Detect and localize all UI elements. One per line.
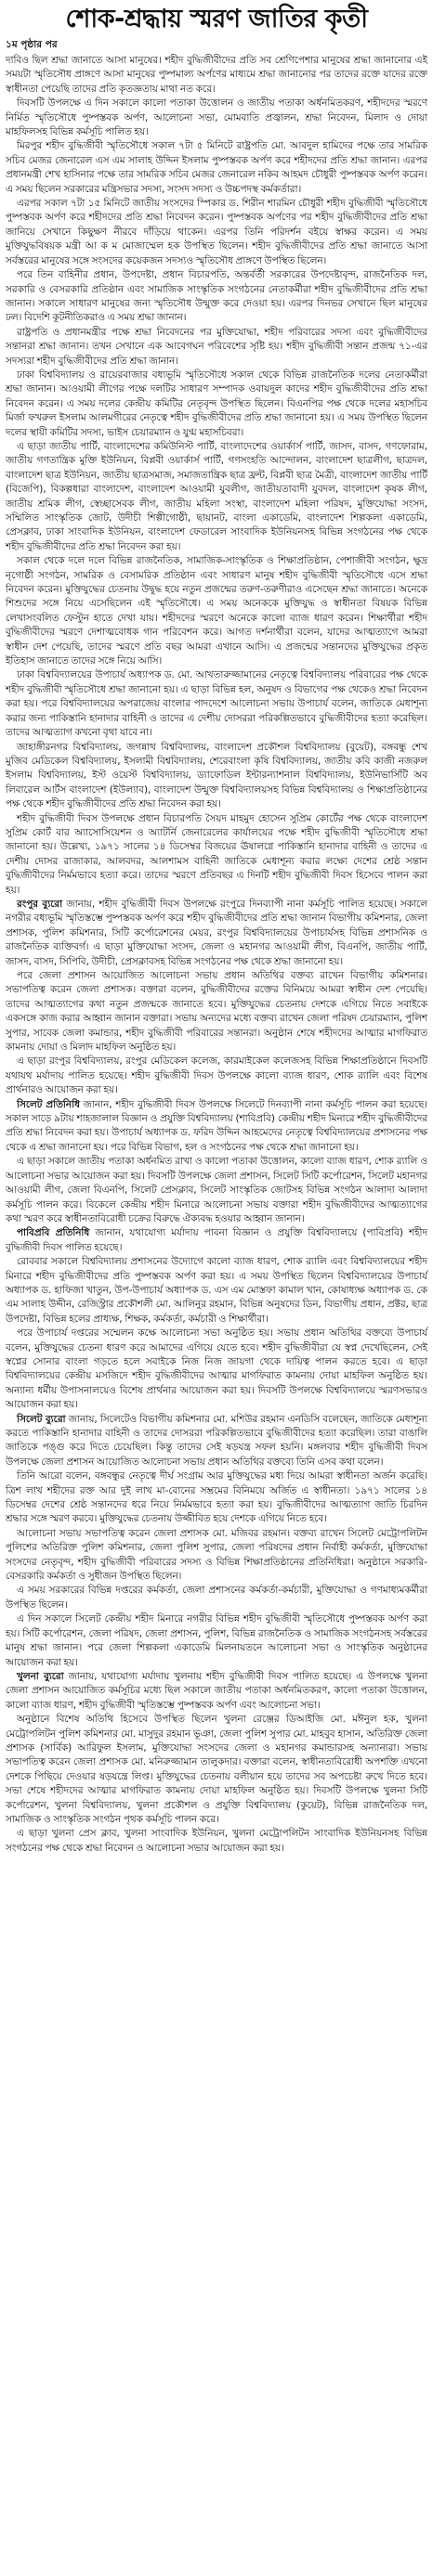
dateline: পাবিপ্রবি প্রতিনিধি [17,1227,90,1239]
article-paragraph [6,1155,427,1226]
article-paragraph [6,1469,427,1527]
article-paragraph [6,1413,427,1470]
article-paragraph [6,1327,427,1412]
article-paragraph [6,812,427,898]
article-paragraph [6,898,427,969]
paragraph-text: পরে তিন বাহিনীর প্রধান, উপদেষ্টা, প্রধান বিচারপতি, অন্তর্বর্তী সরকারের উপদেষ্টাবৃন্দ, রাজনৈতিক দল, সরকারি ও বেসরকারি প্রতিষ্ঠান এবং সামাজিক সাংস্কৃতিক সংগঠনের নেতাকর্মীরা শহীদ বুদ্ধিজীবীদের প্রতি শ্রদ্ধা জানান। সকালে সাধারণ মানুষের জন্য স্মৃতিসৌধ উন্মুক্ত করে দেওয়া হয়। এরপর দিনভর সেখানে ছিল মানুষের ঢল। বিদেশি কূটনীতিকরাও এ সময় শ্রদ্ধা জানান। [6,269,427,324]
article-paragraph [6,139,427,197]
article-paragraph [6,554,427,668]
article-paragraph [6,1226,427,1255]
paragraph-text: আলোচনা সভায় সভাপতিত্ব করেন জেলা প্রশাসক মো. মজিবর রহমান। বক্তব্য রাখেন সিলেট মেট্রোপলিটন পুলিশের অতিরিক্ত পুলিশ কমিশনার, জেলা পুলিশ সুপার, জেলা পরিষদের প্রধান নির্বাহী কর্মকর্তা, মুক্তিযোদ্ধা সংসদের নেতৃবৃন্দ, শহীদ বুদ্ধিজীবী পরিবারের সদস্য ও বিভিন্ন শিক্ষাপ্রতিষ্ঠানের প্রতিনিধিরা। অনুষ্ঠানে সরকারি-বেসরকারি কর্মকর্তা ও সুধীজন উপস্থিত ছিলেন। [6,1527,427,1583]
article-paragraph [6,1255,427,1327]
paragraph-text: ঢাকা বিশ্ববিদ্যালয়ের উপাচার্য অধ্যাপক ড. মো. আখতারুজ্জামানের নেতৃত্বে বিশ্ববিদ্যালয় পরিবারের পক্ষ থেকে শহীদ বুদ্ধিজীবী স্মৃতিসৌধে শ্রদ্ধা জানানো হয়। এ ছাড়া বিভিন্ন হল, অনুষদ ও বিভাগের পক্ষ থেকেও শ্রদ্ধা নিবেদন করা হয়। পরে বিশ্ববিদ্যালয়ের অপরাজেয় বাংলার পাদদেশে আলোচনা সভায় উপাচার্য বলেন, জাতিকে মেধাশূন্য করার জন্য পাকিস্তানি হানাদার বাহিনী ও তাদের এ দেশীয় দোসররা পরিকল্পিতভাবে বুদ্ধিজীবীদের হত্যা করেছিল। তাদের আত্মত্যাগ কখনো বৃথা যাবে না। [6,669,427,739]
paragraph-text: এ ছাড়া খুলনা প্রেস ক্লাব, খুলনা সাংবাদিক ইউনিয়ন, খুলনা মেট্রোপলিটন সাংবাদিক ইউনিয়নসহ বিভিন্ন সংগঠনের পক্ষ থেকে শ্রদ্ধা নিবেদন ও আলোচনা সভার আয়োজন করা হয়। [6,1828,427,1854]
paragraph-text: জানান, শহীদ বুদ্ধিজীবী দিবস উপলক্ষে সিলেটে দিনব্যাপী নানা কর্মসূচি পালন করা হয়েছে। সকাল সাড়ে ৯টায় শাহজালাল বিজ্ঞান ও প্রযুক্তি বিশ্ববিদ্যালয় (শাবিপ্রবি) কেন্দ্রীয় শহীদ মিনারে শহীদ বুদ্ধিজীবীদের প্রতি শ্রদ্ধা নিবেদন করা হয়। উপাচার্য অধ্যাপক ড. ফরিদ উদ্দিন আহমেদের নেতৃত্বে বিশ্ববিদ্যালয়ের প্রশাসনের পক্ষ থেকে এ শ্রদ্ধা জানানো হয়। পরে বিভিন্ন বিভাগ, হল ও সংগঠনের পক্ষ থেকে শ্রদ্ধা জানানো হয়। [6,1098,427,1153]
paragraph-text: এরপর সকাল ৭টা ১৫ মিনিটে জাতীয় সংসদের স্পিকার ড. শিরীন শারমিন চৌধুরী শহীদ বুদ্ধিজীবী স্মৃতিসৌধে পুষ্পস্তবক অর্পণ করে শহীদদের প্রতি শ্রদ্ধা নিবেদন করেন। পুষ্পস্তবক অর্পণের পর শহীদ বুদ্ধিজীবীদের প্রতি শ্রদ্ধা জানিয়ে সেখানে কিছুক্ষণ নীরবে দাঁড়িয়ে থাকেন। এরপর তিনি পরিদর্শন বইয়ে স্বাক্ষর করেন। এ সময় মুক্তিযুদ্ধবিষয়ক মন্ত্রী আ ক ম মোজাম্মেল হক উপস্থিত ছিলেন। শহীদ বুদ্ধিজীবীদের প্রতি শ্রদ্ধা জানাতে আসা সর্বস্তরের মানুষের সঙ্গে সংসদের কয়েকজন সদস্যও স্মৃতিসৌধ প্রাঙ্গণে উপস্থিত ছিলেন। [6,198,427,266]
article-paragraph [6,741,427,812]
paragraph-text: পরে উপাচার্য দপ্তরের সম্মেলন কক্ষে আলোচনা সভা অনুষ্ঠিত হয়। সভায় প্রধান অতিথির বক্তব্যে উপাচার্য বলেন, মুক্তিযুদ্ধের চেতনা ধারণ করে আমাদের এগিয়ে যেতে হবে। শহীদ বুদ্ধিজীবীরা যে স্বপ্ন দেখেছিলেন, সেই স্বপ্নের সোনার বাংলা গড়তে হলে সবাইকে নিজ নিজ জায়গা থেকে দায়িত্ব পালন করতে হবে। এ ছাড়া বিশ্ববিদ্যালয়ের কেন্দ্রীয় মসজিদে শহীদ বুদ্ধিজীবীদের আত্মার মাগফিরাত কামনায় দোয়া মাহফিল অনুষ্ঠিত হয়। অন্যান্য ধর্মীয় উপাসনালয়েও বিশেষ প্রার্থনার আয়োজন করা হয়। দিবসটি উপলক্ষে বিশ্ববিদ্যালয়ে স্মরণসভারও আয়োজন করা হয়। [6,1327,427,1411]
article-paragraph [6,54,427,97]
dateline: সিলেট ব্যুরো [17,1413,66,1425]
paragraph-text: রাষ্ট্রপতি ও প্রধানমন্ত্রীর পক্ষে শ্রদ্ধা নিবেদনের পর মুক্তিযোদ্ধা, শহীদ পরিবারের সদস্য এবং বুদ্ধিজীবীদের সন্তানরা শ্রদ্ধা জানান। তখন সেখানে এক আবেগঘন পরিবেশের সৃষ্টি হয়। শহীদ বুদ্ধিজীবী সন্তান প্রজন্ম ৭১-এর সদস্যরা শহীদ বুদ্ধিজীবীদের প্রতি শ্রদ্ধা জানান। [6,326,427,367]
article-paragraph [6,1527,427,1585]
article-paragraph [6,197,427,268]
headline: শোক-শ্রদ্ধায় স্মরণ জাতির কৃতী [65,5,368,33]
article-paragraph [6,1055,427,1097]
article-paragraph [6,1670,427,1713]
article-paragraph [6,1827,427,1856]
article-paragraph [6,1713,427,1827]
paragraph-text: জাহাঙ্গীরনগর বিশ্ববিদ্যালয়, জগন্নাথ বিশ্ববিদ্যালয়, বাংলাদেশ প্রকৌশল বিশ্ববিদ্যালয় (বুয়েট), বঙ্গবন্ধু শেখ মুজিব মেডিকেল বিশ্ববিদ্যালয়, ইসলামী বিশ্ববিদ্যালয়, শেরেবাংলা কৃষি বিশ্ববিদ্যালয়, জাতীয় কবি কাজী নজরুল ইসলাম বিশ্ববিদ্যালয়, ইস্ট ওয়েস্ট বিশ্ববিদ্যালয়, ড্যাফোডিল ইন্টারন্যাশনাল বিশ্ববিদ্যালয়, ইউনিভার্সিটি অব লিবারেল আর্টস বাংলাদেশ (ইউল্যাব), বাংলাদেশ উন্মুক্ত বিশ্ববিদ্যালয়সহ বিভিন্ন বিশ্ববিদ্যালয় ও শিক্ষাপ্রতিষ্ঠানের পক্ষ থেকে শহীদ বুদ্ধিজীবীদের প্রতি শ্রদ্ধা নিবেদন করা হয়। [6,741,427,810]
article-body [6,54,427,1856]
paragraph-text: দিবসটি উপলক্ষে এ দিন সকালে কালো পতাকা উত্তোলন ও জাতীয় পতাকা অর্ধনমিতকরণ, শহীদদের স্মরণে নির্মিত স্মৃতিসৌধে পুষ্পস্তবক অর্পণ, আলোচনা সভা, মোমবাতি প্রজ্বালন, শ্রদ্ধা নিবেদন, মিলাদ ও দোয়া মাহফিলসহ বিভিন্ন কর্মসূচি পালিত হয়। [6,97,427,138]
paragraph-text: জানান, যথাযোগ্য মর্যাদায় পাবনা বিজ্ঞান ও প্রযুক্তি বিশ্ববিদ্যালয়ে (পাবিপ্রবি) শহীদ বুদ্ধিজীবী দিবস পালিত হয়েছে। [6,1227,427,1253]
article-paragraph [6,326,427,369]
article-paragraph [6,1584,427,1612]
article-paragraph [6,268,427,326]
paragraph-text: জানায়, শহীদ বুদ্ধিজীবী দিবস উপলক্ষে রংপুরে দিনব্যাপী নানা কর্মসূচি পালিত হয়েছে। সকালে নগরীর বধ্যভূমি স্মৃতিস্তম্ভে পুষ্পস্তবক অর্পণ করে শহীদ বুদ্ধিজীবীদের প্রতি শ্রদ্ধা জানান বিভাগীয় কমিশনার, জেলা প্রশাসক, পুলিশ কমিশনার, সিটি কর্পোরেশনের মেয়র, রংপুর বিশ্ববিদ্যালয়ের উপাচার্যসহ বিভিন্ন প্রশাসনিক ও রাজনৈতিক ব্যক্তিবর্গ। এ ছাড়া মুক্তিযোদ্ধা সংসদ, জেলা ও মহানগর আওয়ামী লীগ, বিএনপি, জাতীয় পার্টি, জাসদ, বাসদ, সিপিবি, উদীচী, প্রেসক্লাবসহ বিভিন্ন সংগঠনের পক্ষ থেকে শ্রদ্ধা জানানো হয়। [6,898,427,967]
paragraph-text: জানায়, যথাযোগ্য মর্যাদায় খুলনায় শহীদ বুদ্ধিজীবী দিবস পালিত হয়েছে। এ উপলক্ষে খুলনা জেলা প্রশাসন আয়োজিত কর্মসূচির মধ্যে ছিল সকালে জাতীয় পতাকা অর্ধনমিতকরণ, কালো পতাকা উত্তোলন, কালো ব্যাজ ধারণ, শহীদ বুদ্ধিজীবী স্মৃতিস্তম্ভে পুষ্পস্তবক অর্পণ এবং আলোচনা সভা। [6,1670,427,1711]
paragraph-text: এ সময় সরকারের বিভিন্ন দপ্তরের কর্মকর্তা, জেলা প্রশাসনের কর্মকর্তা-কর্মচারী, মুক্তিযোদ্ধা ও গণমাধ্যমকর্মীরা উপস্থিত ছিলেন। [6,1585,427,1611]
paragraph-text: ঢাকা বিশ্ববিদ্যালয় ও রায়েরবাজার বধ্যভূমি স্মৃতিসৌধে সকাল থেকে বিভিন্ন রাজনৈতিক দলের নেতাকর্মীরা শ্রদ্ধা জানান। আওয়ামী লীগের পক্ষে দলটির সাধারণ সম্পাদক ওবায়দুল কাদের শহীদ বুদ্ধিজীবীদের প্রতি শ্রদ্ধা নিবেদন করেন। এ সময় দলের কেন্দ্রীয় কমিটির নেতৃবৃন্দ উপস্থিত ছিলেন। বিএনপির পক্ষ থেকে দলের মহাসচিব মির্জা ফখরুল ইসলাম আলমগীরের নেতৃত্বে শহীদ বুদ্ধিজীবীদের প্রতি শ্রদ্ধা জানানো হয়। এ সময় উপস্থিত ছিলেন দলের স্থায়ী কমিটির সদস্য, ভাইস চেয়ারম্যান ও যুগ্ম মহাসচিবরা। [6,369,427,438]
paragraph-text: শহীদ বুদ্ধিজীবী দিবস উপলক্ষে প্রধান বিচারপতি সৈয়দ মাহমুদ হোসেন সুপ্রিম কোর্টের পক্ষ থেকে বাংলাদেশ সুপ্রিম কোর্ট বার অ্যাসোসিয়েশন ও অ্যাটর্নি জেনারেলের কার্যালয়ের পক্ষে শহীদ বুদ্ধিজীবী স্মৃতিসৌধে শ্রদ্ধা জানানো হয়। উল্লেখ্য, ১৯৭১ সালের ১৪ ডিসেম্বর বিজয়ের ঊষালগ্নে পাকিস্তানি হানাদার বাহিনী ও তাদের এ দেশীয় দোসর রাজাকার, আলবদর, আলশামস বাহিনী জাতিকে মেধাশূন্য করার লক্ষ্যে দেশের শ্রেষ্ঠ সন্তান বুদ্ধিজীবীদের নির্মমভাবে হত্যা করে। তাদের স্মরণে প্রতিবছর এ দিনটি শহীদ বুদ্ধিজীবী দিবস হিসেবে পালন করা হয়। [6,812,427,896]
article-paragraph [6,1612,427,1670]
paragraph-text: মিরপুর শহীদ বুদ্ধিজীবী স্মৃতিসৌধে সকাল ৭টা ৫ মিনিটে রাষ্ট্রপতি মো. আবদুল হামিদের পক্ষে তার সামরিক সচিব মেজর জেনারেল এস এম সালাহ উদ্দিন ইসলাম পুষ্পস্তবক অর্পণ করে শহীদদের প্রতি শ্রদ্ধা জানান। এরপর প্রধানমন্ত্রী শেখ হাসিনার পক্ষে তার সামরিক সচিব মেজর জেনারেল নকিব আহমদ চৌধুরী পুষ্পস্তবক অর্পণ করেন। এ সময় ছিলেন সরকারের মন্ত্রিসভার সদস্য, সংসদ সদস্য ও উচ্চপদস্থ কর্মকর্তারা। [6,140,427,195]
paragraph-text: সকাল থেকে দলে দলে বিভিন্ন রাজনৈতিক, সামাজিক-সাংস্কৃতিক ও শিক্ষাপ্রতিষ্ঠান, পেশাজীবী সংগঠন, ক্ষুদ্র নৃগোষ্ঠী সংগঠন, সামরিক ও বেসামরিক প্রতিষ্ঠান এবং সাধারণ মানুষ শহীদ বুদ্ধিজীবী স্মৃতিসৌধে এসে শ্রদ্ধা নিবেদন করেন। মুক্তিযুদ্ধের চেতনায় উদ্বুদ্ধ হয়ে নতুন প্রজন্মের তরুণ-তরুণীরাও এসেছেন শ্রদ্ধা জানাতে। অনেকে শিশুদের সঙ্গে নিয়ে এসেছিলেন এই স্মৃতিসৌধে। এ সময় অনেককে মুক্তিযুদ্ধ ও স্বাধীনতা বিষয়ক বিভিন্ন লেখাসংবলিত ফেস্টুন হাতে দেখা যায়। শহীদদের স্মরণে অনেকে কালো ব্যাজ ধারণ করেন। শিক্ষার্থীরা শহীদ বুদ্ধিজীবীদের স্মরণে দেশাত্মবোধক গান পরিবেশন করে। আগত দর্শনার্থীরা বলেন, যাদের আত্মত্যাগে আমরা স্বাধীন দেশ পেয়েছি, তাদের স্মরণে প্রতি বছর আমরা এখানে আসি। এ প্রজন্মের সন্তানদের মুক্তিযুদ্ধের প্রকৃত ইতিহাস জানাতে তাদের সঙ্গে নিয়ে আসি। [6,555,427,667]
article-paragraph [6,969,427,1055]
dateline: সিলেট প্রতিনিধি [17,1098,80,1110]
paragraph-text: এ দিন সকালে সিলেট কেন্দ্রীয় শহীদ মিনারে নগরীর বিভিন্ন শহীদ বুদ্ধিজীবী স্মৃতিসৌধে পুষ্পস্তবক অর্পণ করা হয়। সিটি কর্পোরেশন, জেলা পরিষদ, জেলা প্রশাসন, পুলিশ, বিভিন্ন রাজনৈতিক ও সামাজিক সংগঠনসহ সর্বস্তরের মানুষ শ্রদ্ধা জানান। পরে জেলা শিল্পকলা একাডেমি মিলনায়তনে আলোচনা সভা ও সাংস্কৃতিক অনুষ্ঠানের আয়োজন করা হয়। [6,1613,427,1668]
article-paragraph [6,668,427,740]
paragraph-text: তিনি আরো বলেন, বঙ্গবন্ধুর নেতৃত্বে দীর্ঘ সংগ্রাম আর মুক্তিযুদ্ধের মধ্য দিয়ে আমরা স্বাধীনতা অর্জন করেছি। ত্রিশ লাখ শহীদের রক্ত আর দুই লাখ মা-বোনের সম্ভ্রমের বিনিময়ে অর্জিত এ স্বাধীনতা। ১৯৭১ সালের ১৪ ডিসেম্বর দেশের শ্রেষ্ঠ সন্তানদের ধরে নিয়ে নির্মমভাবে হত্যা করা হয়। বুদ্ধিজীবীদের আত্মত্যাগ জাতি চিরদিন শ্রদ্ধার সঙ্গে স্মরণ করবে। মুক্তিযুদ্ধের চেতনায় উজ্জীবিত হয়ে দেশকে এগিয়ে নিতে হবে। [6,1470,427,1525]
article-paragraph [6,97,427,139]
continuation-note: ১ম পৃষ্ঠার পর [6,39,58,50]
paragraph-text: অনুষ্ঠানে বিশেষ অতিথি হিসেবে উপস্থিত ছিলেন খুলনা রেঞ্জের ডিআইজি মো. মঈনুল হক, খুলনা মেট্রোপলিটন পুলিশ কমিশনার মো. মাসুদুর রহমান ভূঞা, জেলা পুলিশ সুপার মো. মাহবুব হাসান, অতিরিক্ত জেলা প্রশাসক (সার্বিক) আরিফুল ইসলাম, মুক্তিযোদ্ধা সংসদের জেলা ও মহানগর কমান্ডারসহ অন্যান্যরা। সভায় সভাপতিত্ব করেন জেলা প্রশাসক মো. মনিরুজ্জামান তালুকদার। বক্তারা বলেন, স্বাধীনতাবিরোধী অপশক্তি এখনো দেশকে পিছিয়ে দেওয়ার ষড়যন্ত্রে লিপ্ত। মুক্তিযুদ্ধের চেতনায় বলীয়ান হয়ে তাদের সব অপচেষ্টা রুখে দিতে হবে। সভা শেষে শহীদদের আত্মার মাগফিরাত কামনায় দোয়া মাহফিল অনুষ্ঠিত হয়। দিবসটি উপলক্ষে খুলনা সিটি কর্পোরেশন, খুলনা বিশ্ববিদ্যালয়, খুলনা প্রকৌশল ও প্রযুক্তি বিশ্ববিদ্যালয় (কুয়েট), বিভিন্ন রাজনৈতিক দল, সামাজিক ও সাংস্কৃতিক সংগঠন পৃথক কর্মসূচি পালন করে। [6,1714,427,1825]
paragraph-text: জানায়, সিলেটেও বিভাগীয় কমিশনার মো. মশিউর রহমান এনডিসি বলেছেন, জাতিকে মেধাশূন্য করতে পাকিস্তানি হানাদার বাহিনী ও তাদের দোসররা পরিকল্পিতভাবে বুদ্ধিজীবীদের হত্যা করেছিল। তারা বাঙালি জাতিকে পঙ্গু করে দিতে চেয়েছিল। কিন্তু তাদের সেই ষড়যন্ত্র সফল হয়নি। মঙ্গলবার শহীদ বুদ্ধিজীবী দিবস উপলক্ষে জেলা প্রশাসন আয়োজিত আলোচনা সভায় প্রধান অতিথির বক্তব্যে তিনি এসব কথা বলেন। [6,1413,427,1468]
article-paragraph [6,1098,427,1156]
dateline: খুলনা ব্যুরো [17,1670,64,1682]
paragraph-text: দাবিও ছিল শ্রদ্ধা জানাতে আসা মানুষের। শহীদ বুদ্ধিজীবীদের প্রতি সব শ্রেণিপেশার মানুষের শ্রদ্ধা জানানোর এই সময়টা স্মৃতিসৌধ প্রাঙ্গণে আসা মানুষের পুষ্পমাল্য অর্পণের মাধ্যমে শ্রদ্ধা জানানোর পর তাদের রক্তে যাদের রক্তে স্বাধীনতা পেয়েছি তাদের প্রতি কৃতজ্ঞতায় মাথা নত করে। [6,55,427,95]
paragraph-text: পরে জেলা প্রশাসন আয়োজিত আলোচনা সভায় প্রধান অতিথির বক্তব্য রাখেন বিভাগীয় কমিশনার। সভাপতিত্ব করেন জেলা প্রশাসক। বক্তারা বলেন, বুদ্ধিজীবীদের রক্তের বিনিময়ে আমরা স্বাধীন দেশ পেয়েছি। তাদের আত্মত্যাগের কথা নতুন প্রজন্মকে জানাতে হবে। মুক্তিযুদ্ধের চেতনায় দেশকে এগিয়ে নিতে সবাইকে একসঙ্গে কাজ করার আহ্বান জানান বক্তারা। সভায় অন্যদের মধ্যে বক্তব্য রাখেন জেলা পরিষদ চেয়ারম্যান, পুলিশ সুপার, সাবেক জেলা কমান্ডার, শহীদ বুদ্ধিজীবী পরিবারের সন্তানরা। অনুষ্ঠান শেষে শহীদদের আত্মার মাগফিরাত কামনায় দোয়া ও মিলাদ মাহফিল অনুষ্ঠিত হয়। [6,970,427,1054]
paragraph-text: এ ছাড়া সকালে জাতীয় পতাকা অর্ধনমিত রাখা ও কালো পতাকা উত্তোলন, কালো ব্যাজ ধারণ, শোক র‌্যালি ও আলোচনা সভার আয়োজন করা হয়। দিবসটি উপলক্ষে জেলা প্রশাসন, সিলেট সিটি কর্পোরেশন, সিলেট মহানগর আওয়ামী লীগ, জেলা বিএনপি, সিলেট প্রেসক্লাব, সিলেট সাংস্কৃতিক জোটসহ বিভিন্ন সংগঠন আলাদা আলাদা কর্মসূচি পালন করে। বিকেলে কেন্দ্রীয় শহীদ মিনারে আলোচনা সভায় বক্তারা শহীদ বুদ্ধিজীবীদের আত্মত্যাগের কথা স্মরণ করে স্বাধীনতাবিরোধী চক্রের বিরুদ্ধে ঐক্যবদ্ধ হওয়ার আহ্বান জানান। [6,1156,427,1224]
dateline: রংপুর ব্যুরো [17,898,63,910]
article-paragraph [6,440,427,554]
article-paragraph [6,369,427,440]
paragraph-text: রোববার সকালে বিশ্ববিদ্যালয় প্রশাসনের উদ্যোগে কালো ব্যাজ ধারণ, শোক র‌্যালি এবং বিশ্ববিদ্যালয়ের শহীদ মিনারে শহীদ বুদ্ধিজীবীদের প্রতি পুষ্পস্তবক অর্পণ করা হয়। এ সময় উপস্থিত ছিলেন বিশ্ববিদ্যালয়ের উপাচার্য অধ্যাপক ড. হাফিজা খাতুন, উপ-উপাচার্য অধ্যাপক ড. এস এম মোস্তফা কামাল খান, কোষাধ্যক্ষ অধ্যাপক ড. কে এম সালাহ উদ্দীন, রেজিস্ট্রার প্রকৌশলী মো. আলিনুর রহমান, বিভিন্ন অনুষদের ডিন, বিভাগীয় প্রধান, প্রক্টর, ছাত্র উপদেষ্টা, বিভিন্ন হলের প্রাধ্যক্ষ, শিক্ষক, কর্মকর্তা, কর্মচারী ও শিক্ষার্থীরা। [6,1256,427,1325]
paragraph-text: এ ছাড়া রংপুর বিশ্ববিদ্যালয়, রংপুর মেডিকেল কলেজ, কারমাইকেল কলেজসহ বিভিন্ন শিক্ষাপ্রতিষ্ঠানে দিবসটি যথাযথ মর্যাদায় পালিত হয়েছে। শহীদ বুদ্ধিজীবী দিবস উপলক্ষে কালো ব্যাজ ধারণ, শোক র‌্যালি এবং বিশেষ প্রার্থনারও আয়োজন করা হয়। [6,1055,427,1096]
paragraph-text: এ ছাড়া জাতীয় পার্টি, বাংলাদেশের কমিউনিস্ট পার্টি, বাংলাদেশের ওয়ার্কার্স পার্টি, জাসদ, বাসদ, গণফোরাম, জাতীয় গণতান্ত্রিক মুক্তি ইউনিয়ন, বিপ্লবী ওয়ার্কার্স পার্টি, গণসংহতি আন্দোলন, বাংলাদেশ ছাত্রলীগ, ছাত্রদল, বাংলাদেশ ছাত্র ইউনিয়ন, জাতীয় ছাত্রসমাজ, সমাজতান্ত্রিক ছাত্র ফ্রন্ট, বিপ্লবী ছাত্র মৈত্রী, বাংলাদেশ জাতীয় পার্টি (বিজেপি), বিকল্পধারা বাংলাদেশ, বাংলাদেশ আওয়ামী যুবলীগ, জাতীয়তাবাদী যুবদল, বাংলাদেশ কৃষক লীগ, জাতীয় শ্রমিক লীগ, স্বেচ্ছাসেবক লীগ, জাতীয় মহিলা সংস্থা, বাংলাদেশ মহিলা পরিষদ, মুক্তিযোদ্ধা সংসদ, সম্মিলিত সাংস্কৃতিক জোট, উদীচী শিল্পীগোষ্ঠী, ছায়ানট, বাংলা একাডেমি, বাংলাদেশ শিল্পকলা একাডেমি, প্রেসক্লাব, ঢাকা সাংবাদিক ইউনিয়ন, বাংলাদেশ ফেডারেল সাংবাদিক ইউনিয়নসহ বিভিন্ন সংগঠনের পক্ষ থেকে শহীদ বুদ্ধিজীবীদের প্রতি শ্রদ্ধা নিবেদন করা হয়। [6,440,427,552]
